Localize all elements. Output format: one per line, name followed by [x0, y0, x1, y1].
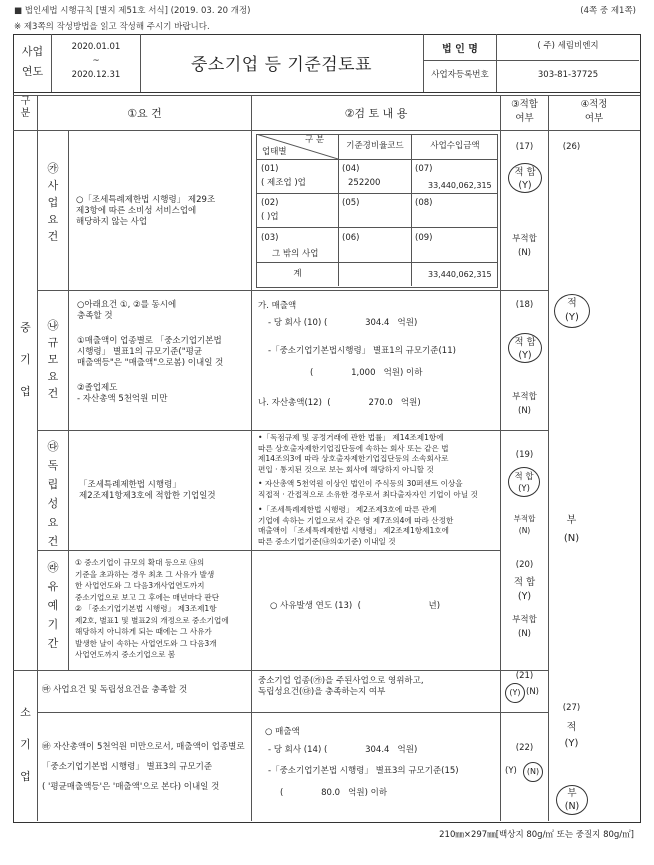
- row4-label: ㉱ 유 예 기 간: [47, 561, 59, 650]
- line-08: (08): [415, 198, 433, 208]
- fit-no-option-17: 부적합 (N): [512, 234, 537, 258]
- line-05: (05): [342, 198, 360, 208]
- fit-no-19: (19): [515, 450, 534, 460]
- total-revenue: 33,440,062,315: [428, 270, 492, 279]
- total-assets: 나. 자산총액(12) ( 270.0 억원): [258, 398, 421, 408]
- row3-requirement: 「조세특례제한법 시행령」 제2조제1항제3호에 적합한 기업일것: [79, 480, 216, 501]
- fit-yes-18: 적 합 (Y): [508, 333, 542, 363]
- paper-spec: 210㎜×297㎜[백상지 80g/㎡ 또는 중질지 80g/㎡]: [439, 830, 634, 840]
- section-mid-small-enterprise: 중 기 업: [20, 321, 31, 398]
- independence-cond-3: •「조세특례제한법 시행령」 제2조제3호에 따른 관계 기업에 속하는 기업으로서 같은 영 제7조의4에 따라 산정한 매출액이 「조세특례제한법 시행령」 제2조제1항제1호에 따른 중소기업기준(㉯의①기준) 이내일 것: [258, 505, 454, 546]
- fit-no-20: (20): [515, 560, 534, 570]
- row4-requirement: ① 중소기업이 규모의 확대 등으로 ㉯의 기준을 초과하는 경우 최초 그 사유가 발생 한 사업연도와 그 다음3개사업연도까지 중소기업으로 보고 그 후에는 매년마다 판단 ② 「중소기업기본법 시행령」 제3조제1항 제2호, 별표1 및 별표2의 개정으로 중소기업에 해당하지 아니하게 되는 때에는 그 사유가 발생한 날이 속하는 사업연도와 그 다음3개 사업연도까지 중소기업으로 봄: [75, 558, 229, 659]
- col-gubun: 구 분: [20, 96, 31, 119]
- hdr-expense-code: 기준경비율코드: [346, 141, 404, 151]
- row2-req-2: ②졸업제도 - 자산총액 5천억원 미만: [77, 383, 168, 404]
- line-07: (07): [415, 164, 433, 174]
- hdr-business-type: 업태별: [262, 147, 287, 157]
- period-to: 2020.12.31: [71, 70, 121, 80]
- hdr-revenue: 사업수입금액: [430, 141, 480, 151]
- fit-no-22: (22): [515, 743, 534, 753]
- row3-label: ㉰ 독 립 성 요 건: [47, 440, 59, 548]
- form-reference: ■ 법인세법 시행규칙 [별지 제51호 서식] (2019. 03. 20 개정): [14, 6, 251, 16]
- period-from: 2020.01.01: [71, 42, 121, 52]
- row1-requirement: ○「조세특례제한법 시행령」 제29조 제3항에 따른 소비성 서비스업에 해당하지 않는 사업: [76, 195, 216, 227]
- sales-standard-label: -「중소기업기본법시행령」 별표1의 규모기준(11): [268, 346, 456, 356]
- fit-no-18: (18): [515, 300, 534, 310]
- row2-req-1: ①매출액이 업종별로 「중소기업기본법 시행령」 별표1의 규모기준("평균 매출액등"은 "매출액"으로봄) 이내일 것: [77, 336, 224, 368]
- business-name-02: ( )업: [261, 212, 279, 222]
- fit-yes-21: (Y): [505, 683, 525, 703]
- fit-no-option-20: 부적합 (N): [512, 615, 537, 639]
- col-fit3: ③적합 여부: [511, 99, 538, 124]
- other-business: 그 밖의 사업: [272, 249, 319, 259]
- line-01: (01): [261, 164, 279, 174]
- col4-no-option-27: 부 (N): [556, 785, 588, 815]
- fit-no-option-21: (N): [526, 687, 539, 697]
- fit-no-21: (21): [515, 671, 534, 681]
- col-requirement: ①요 건: [127, 107, 162, 120]
- reg-no-label: 사업자등록번호: [431, 70, 489, 80]
- biz-year-label: 사업 연도: [21, 45, 44, 78]
- period-separator: ~: [92, 56, 100, 66]
- fit-no-17: (17): [515, 142, 534, 152]
- page-indicator: (4쪽 중 제1쪽): [580, 6, 636, 16]
- row6-standard-label: -「중소기업기본법 시행령」 별표3의 규모기준(15): [268, 766, 459, 776]
- fit-no-option-19: 부적합 (N): [513, 514, 536, 535]
- col4-no: 부 (N): [563, 515, 580, 544]
- section-small-enterprise: 소 기 업: [20, 706, 31, 783]
- grace-period-year: ○ 사유발생 연도 (13) ( 년): [270, 601, 441, 611]
- col4-yes: 적 (Y): [554, 294, 590, 328]
- business-name-01: ( 제조업 )업: [261, 178, 306, 188]
- line-06: (06): [342, 233, 360, 243]
- fit-yes-19: 적 합 (Y): [508, 467, 540, 497]
- row2-label: ㉯ 규 모 요 건: [47, 319, 59, 400]
- col4-no-27: (27): [562, 703, 581, 713]
- row2-req-main: ○아래요건 ①, ②를 동시에 충족할 것: [77, 300, 177, 321]
- sales-company: - 당 회사 (10) ( 304.4 억원): [268, 318, 418, 328]
- reg-no: 303-81-37725: [537, 70, 599, 80]
- row6-sales-company: - 당 회사 (14) ( 304.4 억원): [268, 745, 418, 755]
- col4-yes-27: 적 (Y): [564, 722, 579, 749]
- fit-no-option-18: 부적합 (N): [512, 392, 537, 416]
- row1-label: ㉮ 사 업 요 건: [47, 162, 59, 243]
- col4-no-26: (26): [562, 142, 581, 152]
- independence-cond-2: • 자산총액 5천억원 이상인 법인이 주식등의 30퍼센트 이상을 직접적 · 간접적으로 소유한 경우로서 최다출자자인 기업이 아닐 것: [258, 479, 478, 499]
- line-09: (09): [415, 233, 433, 243]
- sales-title: 가. 매출액: [258, 301, 297, 311]
- instruction-note: ※ 제3쪽의 작성방법을 읽고 작성해 주시기 바랍니다.: [14, 22, 210, 32]
- corp-name: ( 주) 세림비엔지: [537, 41, 599, 51]
- row5-review: 중소기업 업종(㉮)을 주된사업으로 영위하고, 독립성요건(㉰)을 충족하는지 여부: [258, 676, 424, 697]
- fit-yes-17: 적 합 (Y): [508, 163, 542, 193]
- fit-no-option-22: (N): [523, 762, 543, 782]
- sales-standard-value: ( 1,000 억원) 이하: [310, 368, 423, 378]
- independence-cond-1: •「독점규제 및 공정거래에 관한 법률」 제14조제1항에 따른 상호출자제한기업집단등에 속하는 회사 또는 같은 법 제14조의3에 따라 상호출자제한기업집단등의 소속회사로 편입 · 통지된 것으로 보는 회사에 해당하지 아니할 것: [258, 433, 449, 474]
- row5-requirement: ㉲ 사업요건 및 독립성요건을 충족할 것: [42, 685, 188, 695]
- line-02: (02): [261, 198, 279, 208]
- row6-requirement: ㉳ 자산총액이 5천억원 미만으로서, 매출액이 업종별로 「중소기업기본법 시행령」 별표3의 규모기준 ( '평균매출액등'은 '매출액'으로 본다) 이내일 것: [42, 742, 245, 792]
- fit-yes-22: (Y): [505, 766, 517, 776]
- row6-sales-title: ○ 매출액: [265, 727, 300, 737]
- line-03: (03): [261, 233, 279, 243]
- row6-standard-value: ( 80.0 억원) 이하: [280, 788, 388, 798]
- total-label: 계: [293, 269, 302, 279]
- expense-code-04: 252200: [348, 178, 381, 188]
- col-fit4: ④적정 여부: [580, 99, 608, 124]
- fit-yes-20: 적 합 (Y): [513, 577, 536, 602]
- revenue-07: 33,440,062,315: [428, 181, 492, 190]
- form-title: 중소기업 등 기준검토표: [190, 55, 373, 75]
- hdr-gubun: 구 분: [305, 135, 325, 145]
- line-04: (04): [342, 164, 360, 174]
- col-review: ②검 토 내 용: [344, 107, 408, 120]
- corp-name-label: 법 인 명: [442, 44, 478, 55]
